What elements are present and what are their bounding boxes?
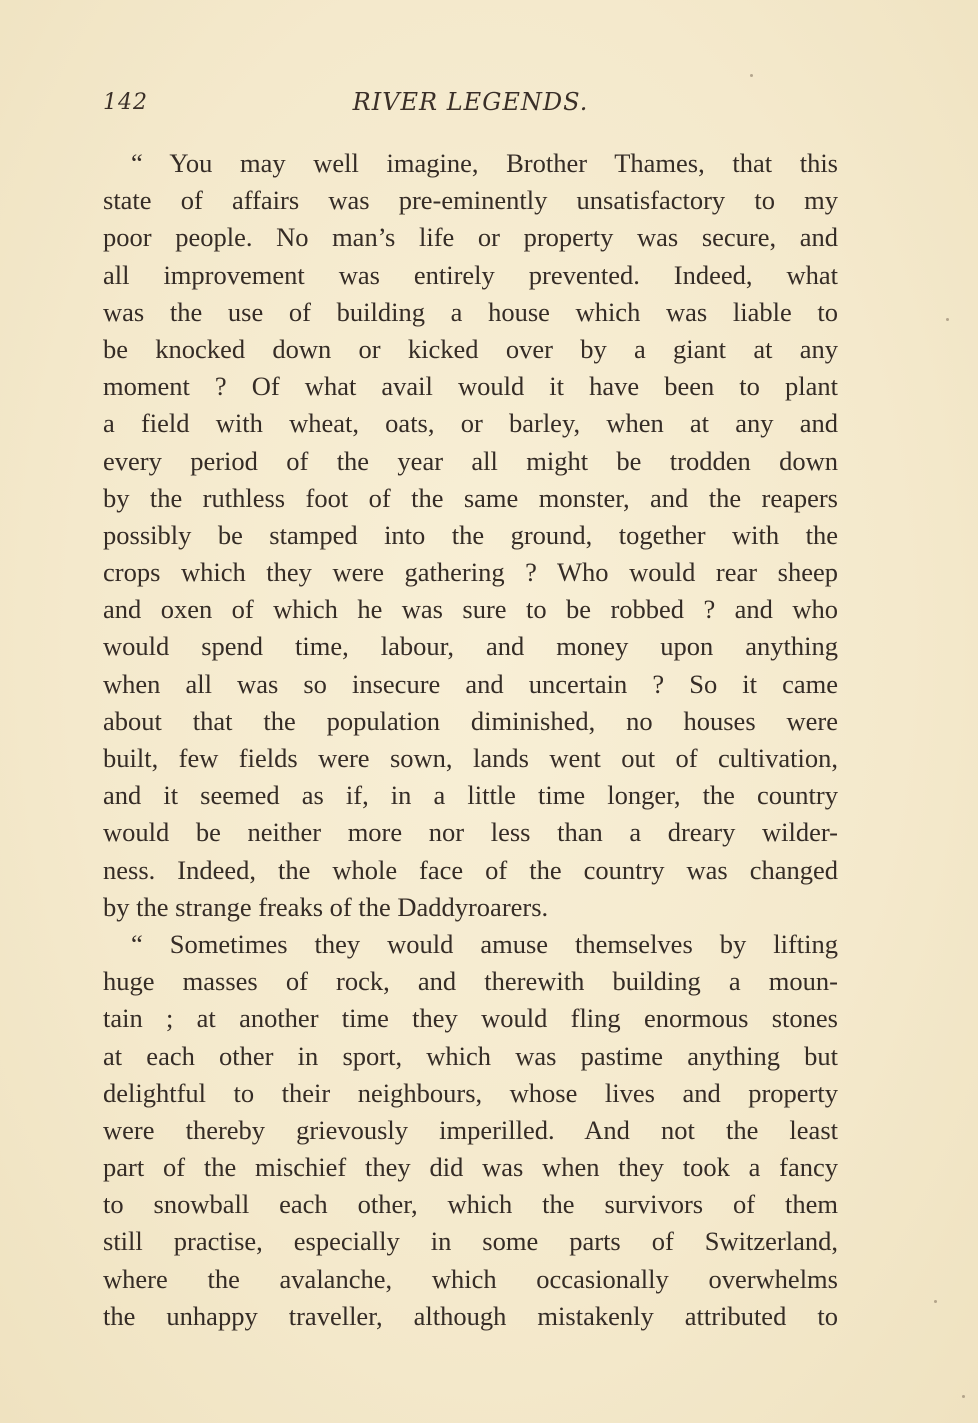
- paper-speck: [962, 1395, 965, 1398]
- text-line: at each other in sport, which was pastime anything but: [103, 1040, 838, 1071]
- text-line: ness. Indeed, the whole face of the country was changed: [103, 854, 838, 885]
- paragraph-2: [103, 926, 838, 1335]
- text-line: tain ; at another time they would fling enormous stones: [103, 1003, 838, 1034]
- text-line: crops which they were gathering ? Who would rear sheep: [103, 557, 838, 588]
- paper-speck: [946, 318, 949, 321]
- text-line: “ You may well imagine, Brother Thames, that this: [131, 148, 838, 178]
- text-line: state of affairs was pre-eminently unsatisfactory to my: [103, 185, 838, 216]
- text-line: to snowball each other, which the survivors of them: [103, 1189, 838, 1220]
- text-line: where the avalanche, which occasionally overwhelms: [103, 1263, 838, 1294]
- page-header: [103, 84, 838, 124]
- text-line: huge masses of rock, and therewith building a moun-: [103, 966, 838, 997]
- text-line: about that the population diminished, no houses were: [103, 705, 838, 736]
- paragraph-1: [103, 145, 838, 926]
- text-line: would be neither more nor less than a dreary wilder-: [103, 817, 838, 848]
- text-line: the unhappy traveller, although mistakenly attributed to: [103, 1300, 838, 1331]
- text-line: be knocked down or kicked over by a giant at any: [103, 333, 838, 364]
- text-line: possibly be stamped into the ground, together with the: [103, 519, 838, 550]
- text-line: were thereby grievously imperilled. And not the least: [103, 1114, 838, 1145]
- text-line: poor people. No man’s life or property was secure, and: [103, 222, 838, 253]
- text-line: built, few fields were sown, lands went out of cultivation,: [103, 743, 838, 773]
- body-text: [103, 145, 838, 1335]
- paper-speck: [750, 74, 753, 77]
- paper-speck: [934, 1300, 937, 1303]
- running-title: RIVER LEGENDS.: [352, 88, 589, 116]
- text-line: a field with wheat, oats, or barley, when at any and: [103, 408, 838, 439]
- text-line: was the use of building a house which was liable to: [103, 296, 838, 327]
- text-line: would spend time, labour, and money upon anything: [103, 631, 838, 662]
- text-line: part of the mischief they did was when they took a fancy: [103, 1152, 838, 1183]
- text-line: and it seemed as if, in a little time longer, the country: [103, 780, 838, 811]
- text-line: “ Sometimes they would amuse themselves by lifting: [131, 928, 838, 959]
- text-line: delightful to their neighbours, whose lives and property: [103, 1077, 838, 1108]
- text-line: every period of the year all might be trodden down: [103, 445, 838, 476]
- text-line: by the ruthless foot of the same monster, and the reapers: [103, 482, 838, 513]
- text-line: moment ? Of what avail would it have been to plant: [103, 371, 838, 402]
- text-line: all improvement was entirely prevented. Indeed, what: [103, 259, 838, 290]
- text-line: when all was so insecure and uncertain ? So it came: [103, 668, 838, 699]
- text-line: still practise, especially in some parts of Switzerland,: [103, 1226, 838, 1257]
- text-line: by the strange freaks of the Daddyroarers.: [103, 891, 549, 922]
- page-number: 142: [103, 90, 148, 115]
- text-line: and oxen of which he was sure to be robbed ? and who: [103, 594, 838, 625]
